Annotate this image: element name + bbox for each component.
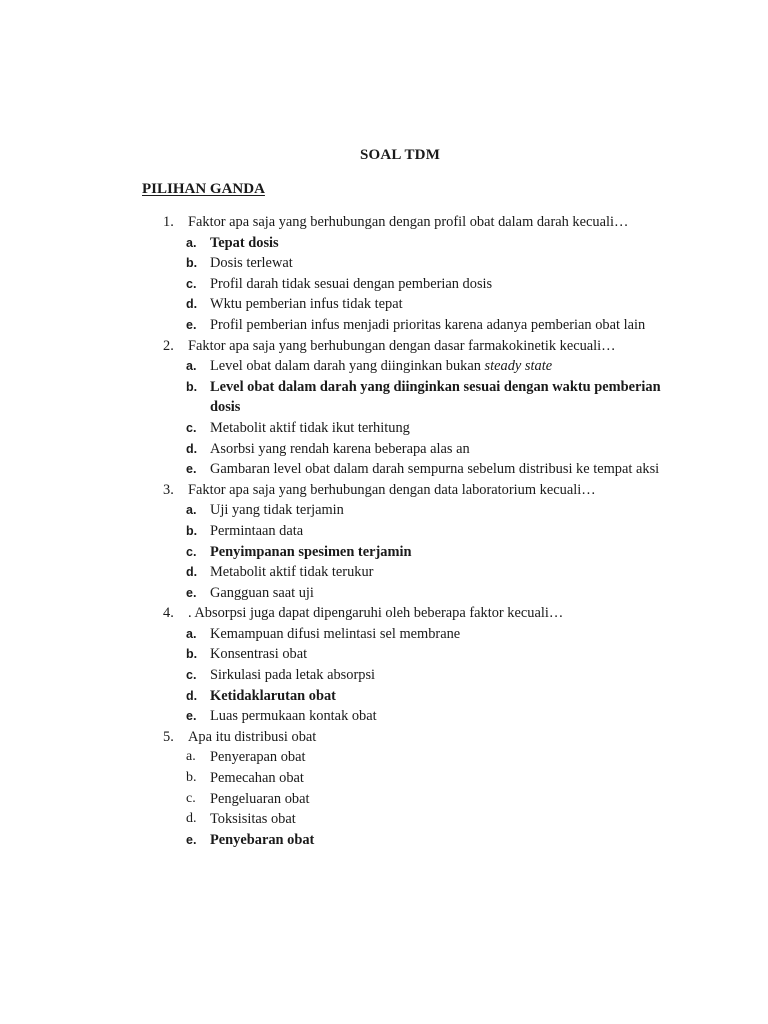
question-text: Apa itu distribusi obat — [188, 728, 317, 745]
option-letter: b. — [186, 770, 197, 786]
question-item — [0, 603, 768, 727]
option-text-block — [210, 253, 670, 274]
option-letter: e. — [186, 709, 197, 724]
option-text: Tepat dosis — [210, 234, 279, 251]
question-number: 1. — [163, 214, 174, 230]
option-text: Pengeluaran obat — [210, 790, 310, 807]
answer-option-correct — [0, 686, 768, 707]
question-number: 3. — [163, 481, 174, 498]
option-text: Dosis terlewat — [210, 255, 293, 272]
answer-option — [0, 274, 768, 295]
option-letter: c. — [186, 544, 197, 559]
option-text-block — [210, 768, 670, 789]
section-heading: PILIHAN GANDA — [142, 181, 265, 197]
option-text-block — [210, 665, 670, 686]
option-letter: a. — [186, 235, 197, 250]
option-text: Profil darah tidak sesuai dengan pemberian dosis — [210, 275, 493, 292]
option-text: Gambaran level obat dalam darah sempurna sebelum distribusi ke tempat aksi — [210, 461, 660, 478]
answer-option — [0, 665, 768, 686]
option-text-block — [210, 644, 670, 665]
answer-option — [0, 706, 768, 727]
option-text: Konsentrasi obat — [210, 646, 308, 663]
question-number: 5. — [163, 728, 174, 745]
option-text: Asorbsi yang rendah karena beberapa alas an — [210, 440, 470, 457]
option-text: Wktu pemberian infus tidak tepat — [210, 296, 403, 313]
question-list — [0, 212, 768, 850]
question-line — [0, 336, 768, 357]
answer-option — [0, 418, 768, 439]
option-text: Level obat dalam darah yang diinginkan sesuai dengan waktu pemberian dosis — [210, 378, 661, 416]
answer-option — [0, 624, 768, 645]
option-text: Penyimpanan spesimen terjamin — [210, 543, 412, 560]
answer-option — [0, 644, 768, 665]
answer-option — [0, 356, 768, 377]
option-text: Gangguan saat uji — [210, 584, 314, 601]
option-letter: a. — [186, 503, 197, 518]
option-letter: b. — [186, 379, 198, 394]
question-number: 2. — [163, 337, 174, 354]
question-item — [0, 212, 768, 336]
option-letter: b. — [186, 647, 198, 662]
option-letter: a. — [186, 749, 196, 765]
option-text: Luas permukaan kontak obat — [210, 708, 377, 725]
answer-option — [0, 789, 768, 810]
option-letter: a. — [186, 626, 197, 641]
question-line — [0, 727, 768, 748]
option-text: Ketidaklarutan obat — [210, 687, 336, 704]
question-text: . Absorpsi juga dapat dipengaruhi oleh beberapa faktor kecuali… — [188, 605, 564, 622]
option-text-block — [210, 747, 670, 768]
option-letter: b. — [186, 523, 198, 538]
document-title: SOAL TDM — [359, 147, 441, 163]
question-line — [0, 480, 768, 501]
option-text-block — [210, 356, 670, 377]
option-letter: b. — [186, 256, 198, 271]
answer-option — [0, 439, 768, 460]
option-text-italic: steady state — [484, 358, 553, 375]
option-text: Metabolit aktif tidak terukur — [210, 564, 374, 581]
option-text-block — [210, 583, 670, 604]
option-text-block — [210, 500, 670, 521]
answer-option — [0, 315, 768, 336]
option-letter: e. — [186, 462, 197, 477]
answer-option — [0, 521, 768, 542]
option-letter: d. — [186, 441, 198, 456]
option-text: Permintaan data — [210, 522, 304, 539]
question-line — [0, 212, 768, 233]
option-letter: d. — [186, 811, 197, 827]
option-text-block — [210, 274, 670, 295]
option-text: Level obat dalam darah yang diinginkan bukan — [210, 358, 485, 375]
option-text: Sirkulasi pada letak absorpsi — [210, 667, 376, 684]
option-letter: c. — [186, 668, 197, 683]
question-item — [0, 480, 768, 604]
option-text-block — [210, 418, 670, 439]
option-text-block — [210, 377, 670, 418]
option-text-block — [210, 294, 670, 315]
question-item — [0, 727, 768, 851]
option-text-block — [210, 706, 670, 727]
option-letter: e. — [186, 317, 197, 332]
option-text-block — [210, 459, 670, 480]
option-text: Profil pemberian infus menjadi prioritas karena adanya pemberian obat lain — [210, 316, 646, 333]
option-text-block — [210, 542, 670, 563]
option-text: Toksisitas obat — [210, 811, 296, 828]
question-item — [0, 336, 768, 480]
answer-option-correct — [0, 542, 768, 563]
option-text-block — [210, 809, 670, 830]
option-letter: d. — [186, 297, 198, 312]
option-text-block — [210, 624, 670, 645]
answer-option — [0, 583, 768, 604]
answer-option — [0, 747, 768, 768]
answer-option — [0, 768, 768, 789]
option-text: Penyerapan obat — [210, 749, 306, 766]
option-letter: c. — [186, 790, 196, 806]
option-text-block — [210, 439, 670, 460]
answer-option-correct — [0, 830, 768, 851]
answer-option-correct — [0, 377, 768, 418]
answer-option — [0, 809, 768, 830]
option-letter: e. — [186, 832, 197, 847]
option-text-block — [210, 789, 670, 810]
option-text: Metabolit aktif tidak ikut terhitung — [210, 419, 410, 436]
option-letter: d. — [186, 688, 198, 703]
question-text: Faktor apa saja yang berhubungan dengan data laboratorium kecuali… — [188, 481, 596, 498]
question-text: Faktor apa saja yang berhubungan dengan dasar farmakokinetik kecuali… — [188, 337, 616, 354]
option-text-block — [210, 686, 670, 707]
option-text-block — [210, 562, 670, 583]
option-text: Uji yang tidak terjamin — [210, 502, 344, 519]
question-text: Faktor apa saja yang berhubungan dengan profil obat dalam darah kecuali… — [188, 214, 629, 230]
question-number: 4. — [163, 605, 174, 622]
question-line — [0, 603, 768, 624]
option-text-block — [210, 521, 670, 542]
answer-option-correct — [0, 233, 768, 254]
option-text-block — [210, 233, 670, 254]
option-letter: c. — [186, 420, 197, 435]
option-text-block — [210, 830, 670, 851]
option-text: Pemecahan obat — [210, 770, 304, 787]
option-text: Penyebaran obat — [210, 831, 315, 848]
option-letter: e. — [186, 585, 197, 600]
option-text-block — [210, 315, 670, 336]
option-letter: a. — [186, 359, 197, 374]
option-letter: d. — [186, 565, 198, 580]
answer-option — [0, 500, 768, 521]
answer-option — [0, 253, 768, 274]
answer-option — [0, 562, 768, 583]
option-letter: c. — [186, 276, 197, 291]
answer-option — [0, 294, 768, 315]
answer-option — [0, 459, 768, 480]
option-text: Kemampuan difusi melintasi sel membrane — [210, 625, 461, 642]
